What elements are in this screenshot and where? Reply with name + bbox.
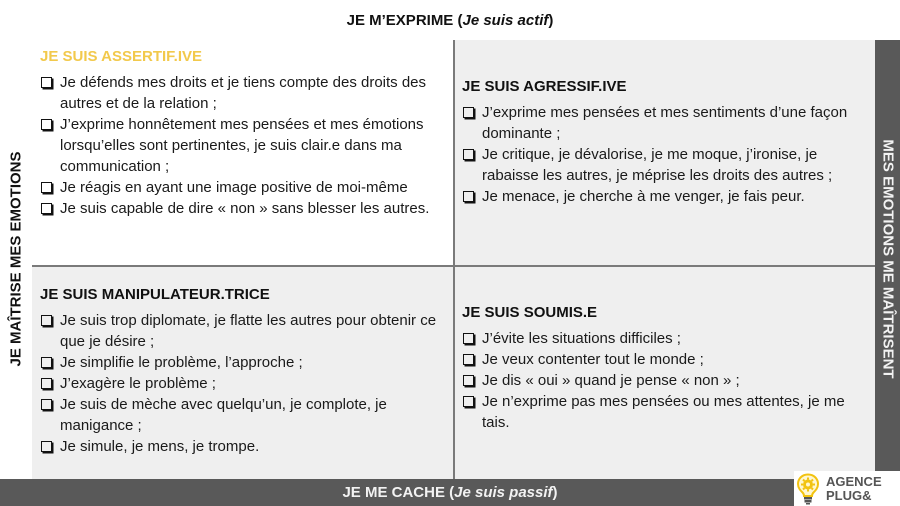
axis-right: [875, 40, 900, 477]
vertical-divider: [453, 40, 455, 479]
list-item: [40, 72, 446, 114]
item-list: [462, 328, 867, 433]
list-item: [462, 186, 867, 207]
item-text: Je simplifie le problème, l’approche ;: [60, 354, 303, 371]
quadrant-title: JE SUIS SOUMIS.E: [462, 304, 598, 321]
axis-top-close: ): [548, 11, 554, 29]
checkbox-icon: [463, 354, 474, 365]
item-text: Je réagis en ayant une image positive de moi-même: [60, 179, 408, 196]
checkbox-icon: [463, 149, 474, 160]
agency-name: [826, 475, 882, 503]
quadrant-title: JE SUIS AGRESSIF.IVE: [462, 78, 627, 95]
horizontal-divider: [32, 265, 875, 267]
lightbulb-gear-icon: [796, 473, 820, 505]
checkbox-icon: [41, 77, 52, 88]
checkbox-icon: [463, 191, 474, 202]
quadrant-manipulative: [32, 266, 454, 479]
list-item: [40, 310, 446, 352]
list-item: [462, 144, 867, 186]
list-item: [40, 352, 446, 373]
checkbox-icon: [463, 375, 474, 386]
item-text: Je défends mes droits et je tiens compte des droits des autres et de la relation ;: [60, 74, 427, 112]
list-item: [40, 198, 446, 219]
checkbox-icon: [41, 378, 52, 389]
axis-top-label: [0, 0, 900, 40]
item-list: [40, 72, 446, 219]
checkbox-icon: [41, 357, 52, 368]
axis-bottom-italic: Je suis passif: [454, 484, 553, 501]
agency-name-line1: AGENCE: [826, 473, 882, 489]
checkbox-icon: [463, 396, 474, 407]
item-text: J’évite les situations difficiles ;: [482, 330, 681, 347]
checkbox-icon: [41, 315, 52, 326]
item-text: Je menace, je cherche à me venger, je fais peur.: [482, 188, 805, 205]
checkbox-icon: [41, 399, 52, 410]
item-text: Je suis trop diplomate, je flatte les autres pour obtenir ce que je désire ;: [60, 312, 437, 350]
quadrant-assertive: [32, 40, 454, 266]
list-item: [462, 349, 867, 370]
item-text: Je simule, je mens, je trompe.: [60, 438, 260, 455]
quadrant-title: JE SUIS ASSERTIF.IVE: [40, 48, 202, 65]
list-item: [40, 177, 446, 198]
checkbox-icon: [41, 203, 52, 214]
item-list: [462, 102, 867, 207]
axis-right-label: MES EMOTIONS ME MAÎTRISENT: [879, 138, 896, 379]
item-text: J’exprime honnêtement mes pensées et mes émotions lorsqu’elles sont pertinentes, je suis clair.e dans ma communication ;: [60, 116, 424, 175]
axis-bottom-main: JE ME CACHE (: [342, 484, 455, 501]
quadrant-submissive: [454, 266, 875, 479]
item-text: Je suis de mèche avec quelqu’un, je complote, je manigance ;: [60, 396, 387, 434]
axis-top-main: JE M’EXPRIME (: [346, 11, 463, 29]
quadrant-aggressive: [454, 40, 875, 266]
list-item: [462, 370, 867, 391]
list-item: [40, 114, 446, 177]
list-item: [40, 436, 446, 457]
item-text: J’exagère le problème ;: [60, 375, 216, 392]
checkbox-icon: [463, 333, 474, 344]
axis-bottom-close: ): [552, 484, 558, 501]
list-item: [40, 373, 446, 394]
axis-bottom-label: [0, 479, 900, 506]
item-text: Je n’exprime pas mes pensées ou mes attentes, je me tais.: [482, 393, 845, 431]
item-list: [40, 310, 446, 457]
item-text: Je dis « oui » quand je pense « non » ;: [482, 372, 740, 389]
item-text: Je suis capable de dire « non » sans blesser les autres.: [60, 200, 430, 217]
axis-left: [0, 40, 32, 477]
checkbox-icon: [41, 119, 52, 130]
list-item: [462, 102, 867, 144]
list-item: [40, 394, 446, 436]
checkbox-icon: [41, 182, 52, 193]
item-text: J’exprime mes pensées et mes sentiments d’une façon dominante ;: [482, 104, 848, 142]
list-item: [462, 328, 867, 349]
list-item: [462, 391, 867, 433]
axis-top-italic: Je suis actif: [462, 11, 549, 29]
item-text: Je veux contenter tout le monde ;: [482, 351, 704, 368]
quadrant-title: JE SUIS MANIPULATEUR.TRICE: [40, 286, 270, 303]
item-text: Je critique, je dévalorise, je me moque, j’ironise, je rabaisse les autres, je méprise les droits des autres ;: [482, 146, 833, 184]
agency-logo: [794, 471, 900, 506]
axis-left-label: JE MAÎTRISE MES EMOTIONS: [7, 150, 25, 367]
checkbox-icon: [41, 441, 52, 452]
checkbox-icon: [463, 107, 474, 118]
agency-name-line2: PLUG&: [826, 487, 872, 503]
